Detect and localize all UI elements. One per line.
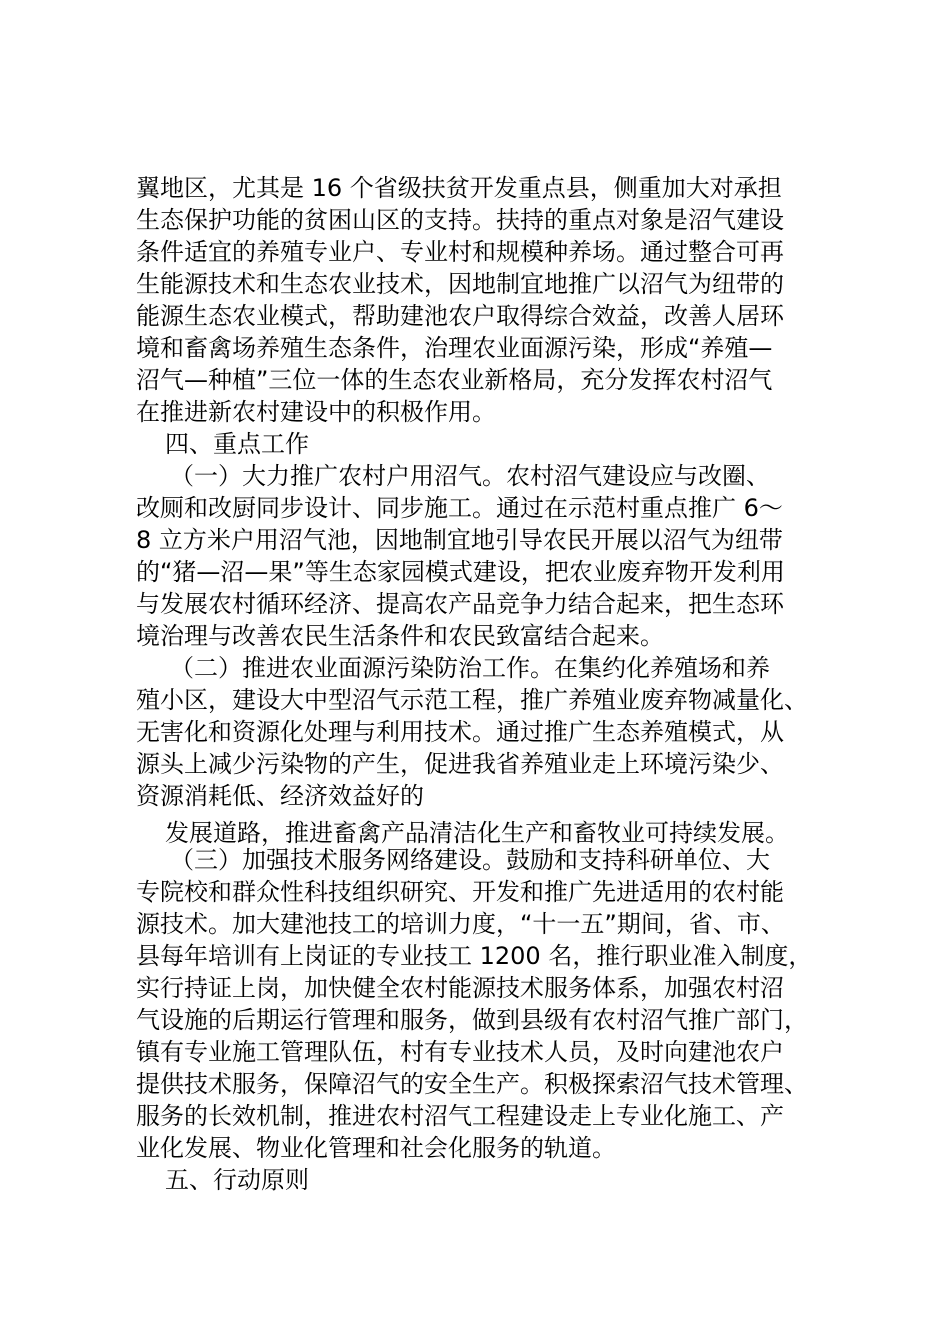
paragraph-line: 业化发展、物业化管理和社会化服务的轨道。 [136,1134,616,1162]
paragraph-line: 实行持证上岗，加快健全农村能源技术服务体系，加强农村沼 [136,974,784,1002]
paragraph-line: 提供技术服务，保障沼气的安全生产。积极探索沼气技术管理、 [136,1070,808,1098]
paragraph-line: 镇有专业施工管理队伍，村有专业技术人员，及时向建池农户 [136,1038,784,1066]
section-heading: 五、行动原则 [165,1166,309,1194]
paragraph-line: 的“猪—沼—果”等生态家园模式建设，把农业废弃物开发利用 [136,558,785,586]
paragraph-line: 8 立方米户用沼气池，因地制宜地引导农民开展以沼气为纽带 [136,526,783,554]
paragraph-line: 服务的长效机制，推进农村沼气工程建设走上专业化施工、产 [136,1102,784,1130]
paragraph-line: 翼地区，尤其是 16 个省级扶贫开发重点县，侧重加大对承担 [136,174,782,202]
subsection-heading-line: （一）大力推广农村户用沼气。农村沼气建设应与改圈、 [170,462,770,490]
paragraph-line: 源技术。加大建池技工的培训力度，“十一五”期间，省、市、 [136,910,785,938]
paragraph-line: 资源消耗低、经济效益好的 [136,782,424,810]
paragraph-line: 沼气—种植”三位一体的生态农业新格局，充分发挥农村沼气 [136,366,773,394]
paragraph-line: 县每年培训有上岗证的专业技工 1200 名，推行职业准入制度， [136,942,813,970]
paragraph-line: 生能源技术和生态农业技术，因地制宜地推广以沼气为纽带的 [136,270,784,298]
paragraph-line: 源头上减少污染物的产生，促进我省养殖业走上环境污染少、 [136,750,784,778]
paragraph-line: 生态保护功能的贫困山区的支持。扶持的重点对象是沼气建设 [136,206,784,234]
paragraph-line: 境和畜禽场养殖生态条件，治理农业面源污染，形成“养殖— [136,334,773,362]
paragraph-line: 在推进新农村建设中的积极作用。 [136,398,496,426]
paragraph-line: 改厕和改厨同步设计、同步施工。通过在示范村重点推广 6～ [136,494,783,522]
paragraph-line: 条件适宜的养殖专业户、专业村和规模种养场。通过整合可再 [136,238,784,266]
paragraph-line: 与发展农村循环经济、提高农产品竞争力结合起来，把生态环 [136,590,784,618]
paragraph-line: 境治理与改善农民生活条件和农民致富结合起来。 [136,622,664,650]
paragraph-line: 专院校和群众性科技组织研究、开发和推广先进适用的农村能 [136,878,784,906]
paragraph-line: 发展道路，推进畜禽产品清洁化生产和畜牧业可持续发展。 [165,819,789,847]
subsection-heading-line: （二）推进农业面源污染防治工作。在集约化养殖场和养 [170,654,770,682]
paragraph-line: 气设施的后期运行管理和服务，做到县级有农村沼气推广部门， [136,1006,808,1034]
paragraph-line: 无害化和资源化处理与利用技术。通过推广生态养殖模式，从 [136,718,784,746]
paragraph-line: 能源生态农业模式，帮助建池农户取得综合效益，改善人居环 [136,302,784,330]
section-heading: 四、重点工作 [165,430,309,458]
paragraph-line: 殖小区，建设大中型沼气示范工程，推广养殖业废弃物减量化、 [136,686,808,714]
subsection-heading-line: （三）加强技术服务网络建设。鼓励和支持科研单位、大 [170,846,770,874]
